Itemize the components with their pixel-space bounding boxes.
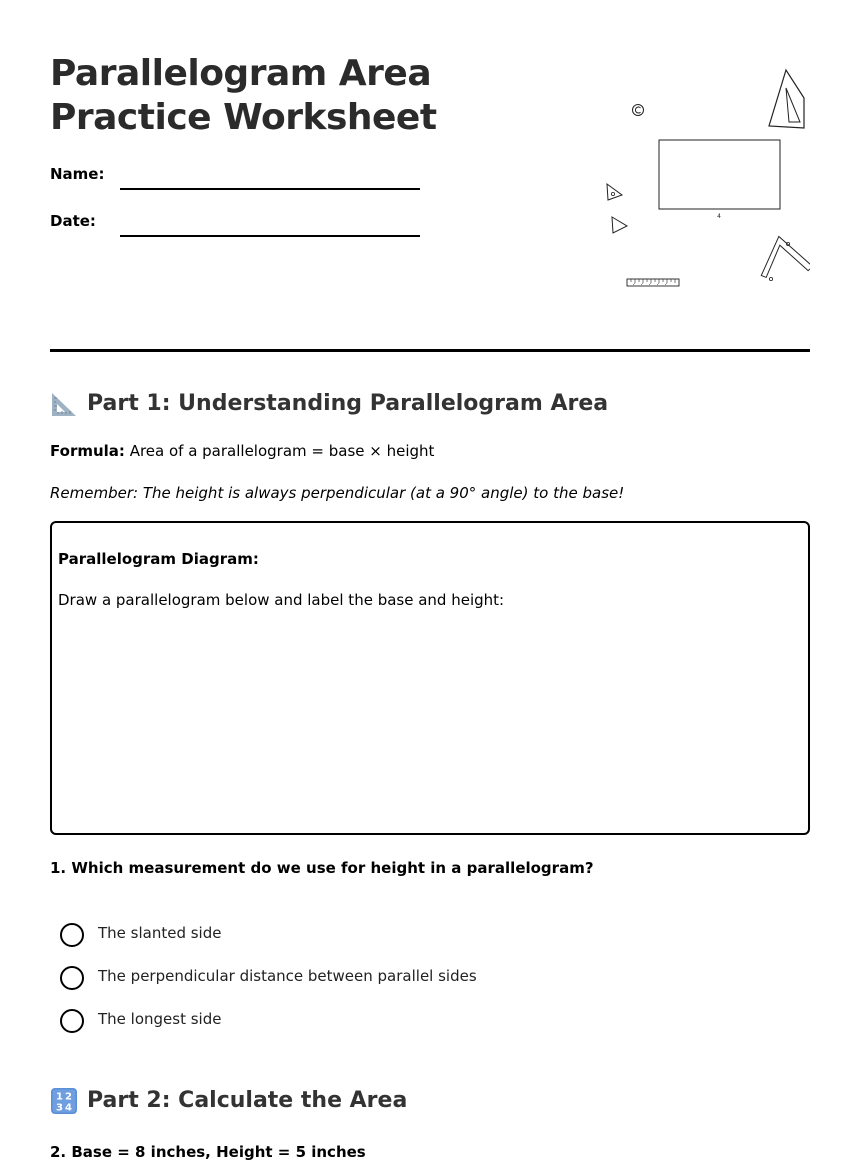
formula-label: Formula: xyxy=(50,442,125,460)
keycap-1234-icon xyxy=(50,1087,78,1115)
triangular-ruler-icon xyxy=(50,390,78,418)
option-perpendicular-distance[interactable] xyxy=(60,965,760,1008)
diagram-title: Parallelogram Diagram: xyxy=(58,550,259,568)
option-label: The longest side xyxy=(98,1010,222,1028)
rectangle-label: 4 xyxy=(717,213,721,220)
radio-button[interactable] xyxy=(60,1009,84,1033)
compass-icon xyxy=(761,236,810,280)
formula-line xyxy=(50,440,434,462)
part1-heading xyxy=(50,389,608,419)
question-1: 1. Which measurement do we use for height in a parallelogram? xyxy=(50,859,594,877)
formula-text: Area of a parallelogram = base × height xyxy=(124,442,435,460)
option-label: The slanted side xyxy=(98,924,222,942)
copyright-symbol-icon xyxy=(633,105,644,116)
question-1-options xyxy=(60,922,760,1051)
name-line[interactable] xyxy=(120,188,420,190)
date-line[interactable] xyxy=(120,235,420,237)
date-field[interactable] xyxy=(50,211,420,235)
part2-heading-text: Part 2: Calculate the Area xyxy=(87,1088,408,1113)
option-slanted-side[interactable] xyxy=(60,922,760,965)
part1-heading-text: Part 1: Understanding Parallelogram Area xyxy=(87,391,609,416)
diagram-drawing-area[interactable] xyxy=(50,521,810,835)
rectangle-shape-icon xyxy=(659,140,780,220)
header-divider xyxy=(50,349,810,352)
svg-text:1: 1 xyxy=(56,1091,63,1103)
svg-text:4: 4 xyxy=(65,1102,72,1114)
geometry-tools-illustration xyxy=(540,60,810,310)
svg-text:2: 2 xyxy=(65,1091,72,1103)
radio-button[interactable] xyxy=(60,966,84,990)
date-label: Date: xyxy=(50,212,96,230)
name-label: Name: xyxy=(50,165,105,183)
worksheet-page xyxy=(50,0,810,1161)
svg-text:3: 3 xyxy=(56,1102,63,1114)
worksheet-title: Parallelogram Area Practice Worksheet xyxy=(50,53,437,138)
option-longest-side[interactable] xyxy=(60,1008,760,1051)
triangle-outline-icon xyxy=(612,217,627,233)
question-2: 2. Base = 8 inches, Height = 5 inches xyxy=(50,1143,366,1161)
ruler-icon xyxy=(627,279,679,286)
diagram-instruction: Draw a parallelogram below and label the base and height: xyxy=(58,591,505,609)
remember-note: Remember: The height is always perpendicular (at a 90° angle) to the base! xyxy=(50,484,625,502)
small-triangle-icon xyxy=(607,184,622,200)
option-label: The perpendicular distance between parallel sides xyxy=(98,967,477,985)
set-square-icon xyxy=(769,70,804,128)
name-field[interactable] xyxy=(50,164,420,188)
part2-heading xyxy=(50,1086,407,1116)
worksheet-header xyxy=(50,0,810,352)
radio-button[interactable] xyxy=(60,923,84,947)
